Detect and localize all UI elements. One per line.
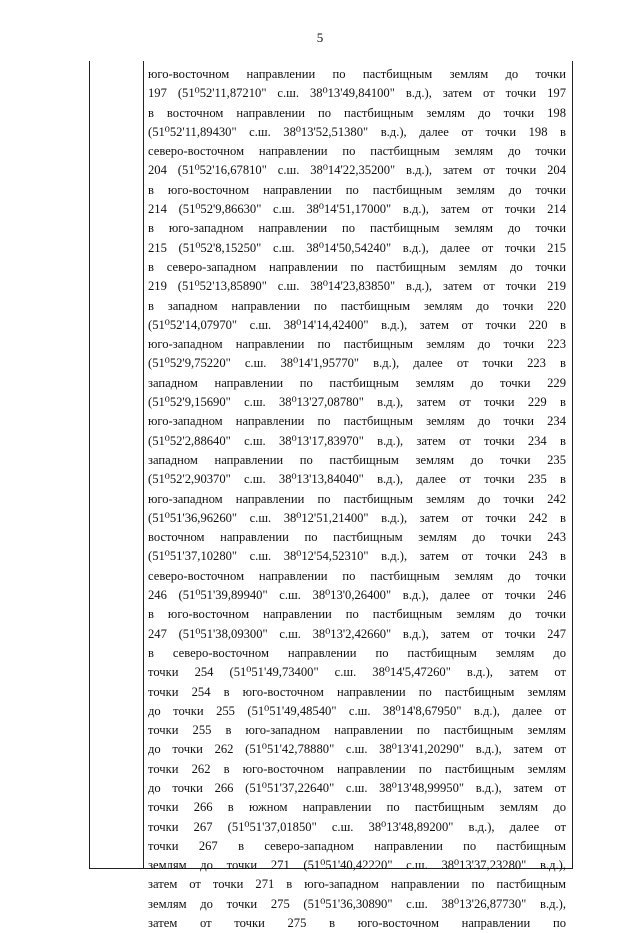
text-line: затем от точки 271 в юго-западном направлении по пастбищным — [148, 877, 566, 892]
text-line: точки 267 (51⁰51'37,01850" с.ш. 38⁰13'48,89200" в.д.), далее от — [148, 819, 566, 834]
text-line: юго-западном направлении по пастбищным землям до точки 242 — [148, 491, 566, 506]
text-line: затем от точки 275 в юго-восточном направлении по — [148, 916, 566, 931]
text-line: точки 255 в юго-западном направлении по пастбищным землям — [148, 723, 566, 738]
text-line: в юго-восточном направлении по пастбищным землям до точки — [148, 182, 566, 197]
text-line: точки 266 в южном направлении по пастбищным землям до — [148, 800, 566, 815]
text-line: (51⁰52'9,15690" с.ш. 38⁰13'27,08780" в.д.), затем от точки 229 в — [148, 395, 566, 410]
text-line: точки 254 (51⁰51'49,73400" с.ш. 38⁰14'5,47260" в.д.), затем от — [148, 665, 566, 680]
text-line: 215 (51⁰52'8,15250" с.ш. 38⁰14'50,54240" в.д.), далее от точки 215 — [148, 240, 566, 255]
table-left-column — [90, 61, 144, 868]
text-line: юго-западном направлении по пастбищным землям до точки 223 — [148, 337, 566, 352]
text-line: 214 (51⁰52'9,86630" с.ш. 38⁰14'51,17000" в.д.), затем от точки 214 — [148, 202, 566, 217]
text-line: 197 (51⁰52'11,87210" с.ш. 38⁰13'49,84100" в.д.), затем от точки 197 — [148, 86, 566, 101]
text-line: западном направлении по пастбищным землям до точки 229 — [148, 375, 566, 390]
text-line: до точки 262 (51⁰51'42,78880" с.ш. 38⁰13'41,20290" в.д.), затем от — [148, 742, 566, 757]
text-line: точки 267 в северо-западном направлении по пастбищным — [148, 838, 566, 853]
page-number: 5 — [316, 30, 324, 45]
text-line: юго-восточном направлении по пастбищным землям до точки — [148, 67, 566, 81]
text-line: 204 (51⁰52'16,67810" с.ш. 38⁰14'22,35200" в.д.), затем от точки 204 — [148, 163, 566, 178]
text-line: (51⁰52'2,88640" с.ш. 38⁰13'17,83970" в.д.), затем от точки 234 в — [148, 433, 566, 448]
text-line: (51⁰51'37,10280" с.ш. 38⁰12'54,52310" в.д.), затем от точки 243 в — [148, 549, 566, 564]
text-line: (51⁰52'9,75220" с.ш. 38⁰14'1,95770" в.д.), далее от точки 223 в — [148, 356, 566, 371]
text-line: восточном направлении по пастбищным землям до точки 243 — [148, 530, 566, 545]
boundary-description-text — [148, 65, 566, 933]
text-line: в западном направлении по пастбищным землям до точки 220 — [148, 298, 566, 313]
text-line: до точки 255 (51⁰51'49,48540" с.ш. 38⁰14'8,67950" в.д.), далее от — [148, 703, 566, 718]
document-table — [89, 61, 573, 931]
text-line: в северо-западном направлении по пастбищным землям до точки — [148, 259, 566, 274]
text-line: землям до точки 271 (51⁰51'40,42220" с.ш. 38⁰13'37,23280" в.д.), — [148, 858, 566, 873]
text-line: (51⁰52'11,89430" с.ш. 38⁰13'52,51380" в.д.), далее от точки 198 в — [148, 124, 566, 139]
text-line: точки 254 в юго-восточном направлении по пастбищным землям — [148, 684, 566, 699]
text-line: северо-восточном направлении по пастбищным землям до точки — [148, 568, 566, 583]
text-line: до точки 266 (51⁰51'37,22640" с.ш. 38⁰13'48,99950" в.д.), затем от — [148, 780, 566, 795]
text-line: точки 262 в юго-восточном направлении по пастбищным землям — [148, 761, 566, 776]
text-line: юго-западном направлении по пастбищным землям до точки 234 — [148, 414, 566, 429]
text-line: в восточном направлении по пастбищным землям до точки 198 — [148, 105, 566, 120]
text-line: 246 (51⁰51'39,89940" с.ш. 38⁰13'0,26400" в.д.), далее от точки 246 — [148, 588, 566, 603]
text-line: в юго-западном направлении по пастбищным землям до точки — [148, 221, 566, 236]
text-line: в северо-восточном направлении по пастбищным землям до — [148, 645, 566, 660]
text-line: западном направлении по пастбищным землям до точки 235 — [148, 452, 566, 467]
text-line: 247 (51⁰51'38,09300" с.ш. 38⁰13'2,42660" в.д.), затем от точки 247 — [148, 626, 566, 641]
text-line: северо-восточном направлении по пастбищным землям до точки — [148, 144, 566, 159]
text-line: землям до точки 275 (51⁰51'36,30890" с.ш. 38⁰13'26,87730" в.д.), — [148, 896, 566, 911]
text-line: (51⁰52'2,90370" с.ш. 38⁰13'13,84040" в.д.), далее от точки 235 в — [148, 472, 566, 487]
text-line: (51⁰52'14,07970" с.ш. 38⁰14'14,42400" в.д.), затем от точки 220 в — [148, 317, 566, 332]
text-line: 219 (51⁰52'13,85890" с.ш. 38⁰14'23,83850" в.д.), затем от точки 219 — [148, 279, 566, 294]
text-line: в юго-восточном направлении по пастбищным землям до точки — [148, 607, 566, 622]
text-line: (51⁰51'36,96260" с.ш. 38⁰12'51,21400" в.д.), затем от точки 242 в — [148, 510, 566, 525]
